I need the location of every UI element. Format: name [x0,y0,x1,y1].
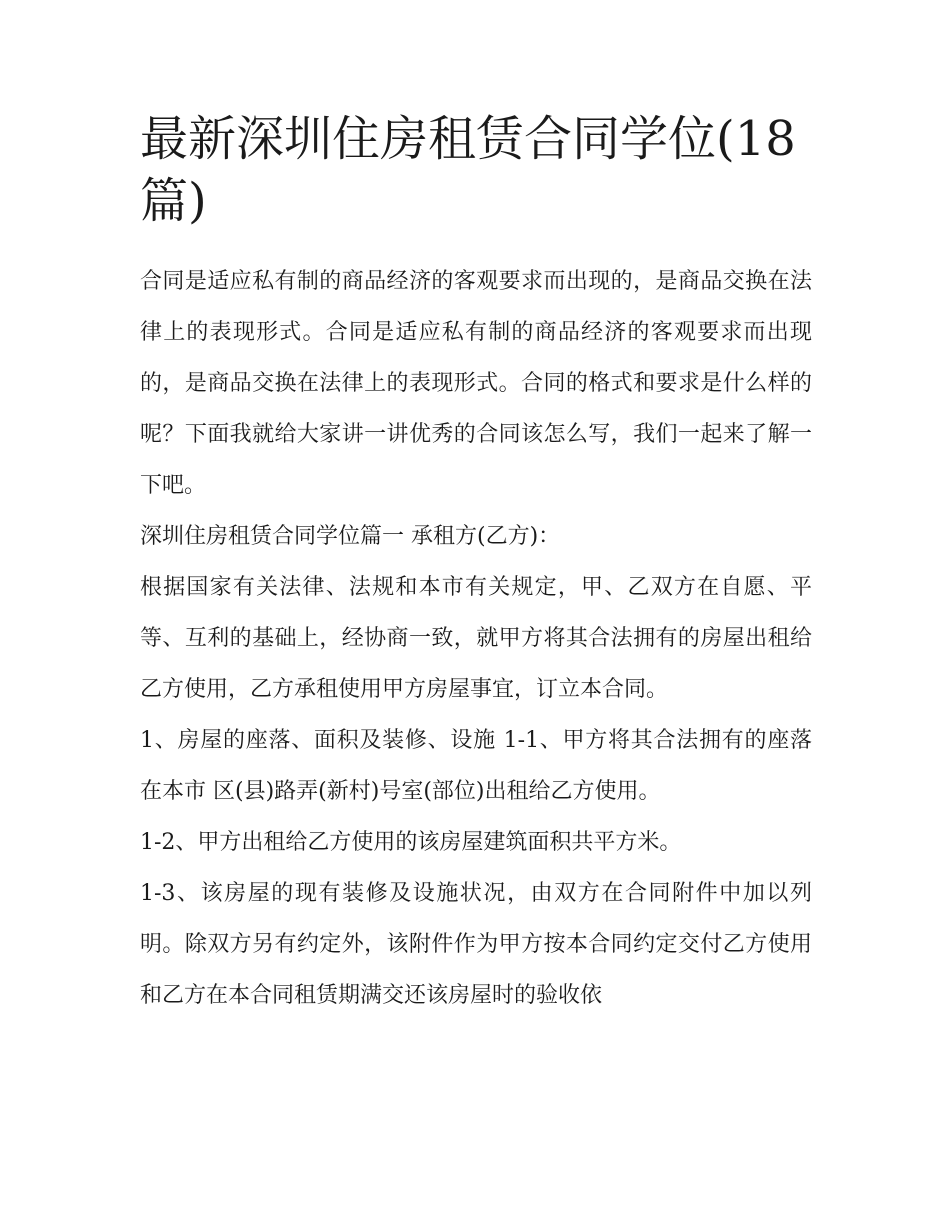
paragraph-preamble: 根据国家有关法律、法规和本市有关规定，甲、乙双方在自愿、平等、互利的基础上，经协商一致，就甲方将其合法拥有的房屋出租给乙方使用，乙方承租使用甲方房屋事宜，订立本合同。 [140,575,812,702]
paragraph-intro: 合同是适应私有制的商品经济的客观要求而出现的，是商品交换在法律上的表现形式。合同是适应私有制的商品经济的客观要求而出现的，是商品交换在法律上的表现形式。合同的格式和要求是什么样的呢？下面我就给大家讲一讲优秀的合同该怎么写，我们一起来了解一下吧。 [140,269,812,498]
paragraph-section-heading: 深圳住房租赁合同学位篇一 承租方(乙方)： [140,524,561,549]
document-title-text: 最新深圳住房租赁合同学位(18篇) [140,111,796,229]
document-title [140,108,812,232]
paragraph-clause-1-2: 1-2、甲方出租给乙方使用的该房屋建筑面积共平方米。 [140,830,682,855]
paragraph-clause-1-1: 1、房屋的座落、面积及装修、设施 1-1、甲方将其合法拥有的座落在本市 区(县)路弄(新村)号室(部位)出租给乙方使用。 [140,728,812,804]
paragraph-clause-1-3: 1-3、该房屋的现有装修及设施状况，由双方在合同附件中加以列明。除双方另有约定外，该附件作为甲方按本合同约定交付乙方使用和乙方在本合同租赁期满交还该房屋时的验收依 [140,881,812,1008]
